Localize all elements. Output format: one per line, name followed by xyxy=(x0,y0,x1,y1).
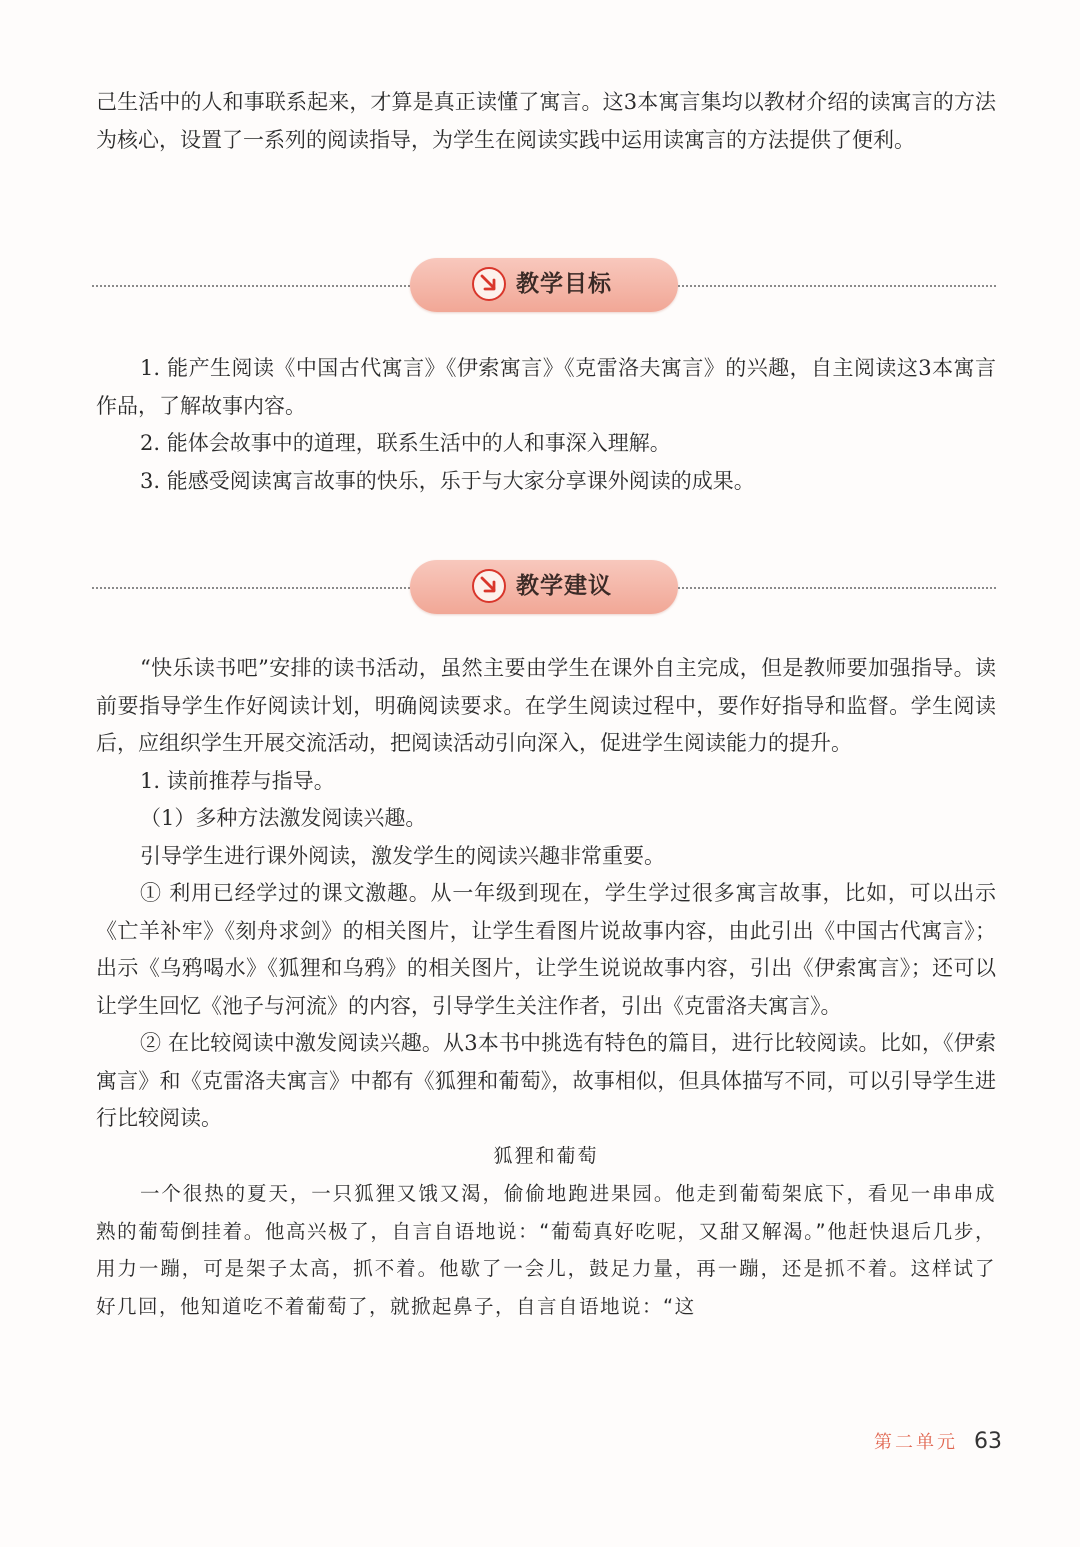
page-number: 63 xyxy=(974,1429,1002,1454)
goals-list xyxy=(96,350,996,500)
story-text: 一个很热的夏天，一只狐狸又饿又渴，偷偷地跑进果园。他走到葡萄架底下，看见一串串成熟的葡萄倒挂着。他高兴极了，自言自语地说：“葡萄真好吃呢，又甜又解渴。”他赶快退后几步，用力一蹦，可是架子太高，抓不着。他歇了一会儿，鼓足力量，再一蹦，还是抓不着。这样试了好几回，他知道吃不着葡萄了，就掀起鼻子，自言自语地说：“这 xyxy=(96,1182,996,1318)
suggestion-paragraph: 1. 读前推荐与指导。 xyxy=(140,768,335,793)
goal-item: 1. 能产生阅读《中国古代寓言》《伊索寓言》《克雷洛夫寓言》的兴趣，自主阅读这3本寓言作品，了解故事内容。 xyxy=(96,356,996,418)
dotted-divider-left xyxy=(92,587,410,589)
story-title: 狐狸和葡萄 xyxy=(493,1144,599,1167)
suggestion-paragraph: （1）多种方法激发阅读兴趣。 xyxy=(140,806,427,830)
suggestions-section xyxy=(96,650,996,1325)
arrow-down-right-icon xyxy=(472,267,506,301)
goals-heading-title: 教学目标 xyxy=(516,271,612,297)
suggestion-paragraph: 引导学生进行课外阅读，激发学生的阅读兴趣非常重要。 xyxy=(140,843,665,868)
intro-paragraph: 己生活中的人和事联系起来，才算是真正读懂了寓言。这3本寓言集均以教材介绍的读寓言的方法为核心，设置了一系列的阅读指导，为学生在阅读实践中运用读寓言的方法提供了便利。 xyxy=(96,90,996,152)
goals-heading-row xyxy=(92,258,996,314)
suggestion-paragraph: “快乐读书吧”安排的读书活动，虽然主要由学生在课外自主完成，但是教师要加强指导。读前要指导学生作好阅读计划，明确阅读要求。在学生阅读过程中，要作好指导和监督。学生阅读后，应组织学生开展交流活动，把阅读活动引向深入，促进学生阅读能力的提升。 xyxy=(96,656,996,755)
dotted-divider-right xyxy=(678,285,996,287)
goals-heading-badge xyxy=(410,258,678,312)
suggestion-paragraph: ② 在比较阅读中激发阅读兴趣。从3本书中挑选有特色的篇目，进行比较阅读。比如，《伊索寓言》和《克雷洛夫寓言》中都有《狐狸和葡萄》，故事相似，但具体描写不同，可以引导学生进行比较阅读。 xyxy=(96,1031,996,1130)
arrow-down-right-icon xyxy=(472,569,506,603)
intro-section xyxy=(96,84,996,159)
goal-item: 2. 能体会故事中的道理，联系生活中的人和事深入理解。 xyxy=(140,431,671,455)
page-footer xyxy=(874,1428,1002,1458)
suggestions-heading-row xyxy=(92,560,996,616)
dotted-divider-left xyxy=(92,285,410,287)
suggestion-paragraph: ① 利用已经学过的课文激趣。从一年级到现在，学生学过很多寓言故事，比如，可以出示《亡羊补牢》《刻舟求剑》的相关图片，让学生看图片说故事内容，由此引出《中国古代寓言》；出示《乌鸦喝水》《狐狸和乌鸦》的相关图片，让学生说说故事内容，引出《伊索寓言》；还可以让学生回忆《池子与河流》的内容，引导学生关注作者，引出《克雷洛夫寓言》。 xyxy=(96,881,996,1018)
dotted-divider-right xyxy=(678,587,996,589)
suggestions-heading-badge xyxy=(410,560,678,614)
goal-item: 3. 能感受阅读寓言故事的快乐，乐于与大家分享课外阅读的成果。 xyxy=(140,468,755,493)
unit-label: 第二单元 xyxy=(874,1432,958,1453)
suggestions-heading-title: 教学建议 xyxy=(516,573,612,599)
